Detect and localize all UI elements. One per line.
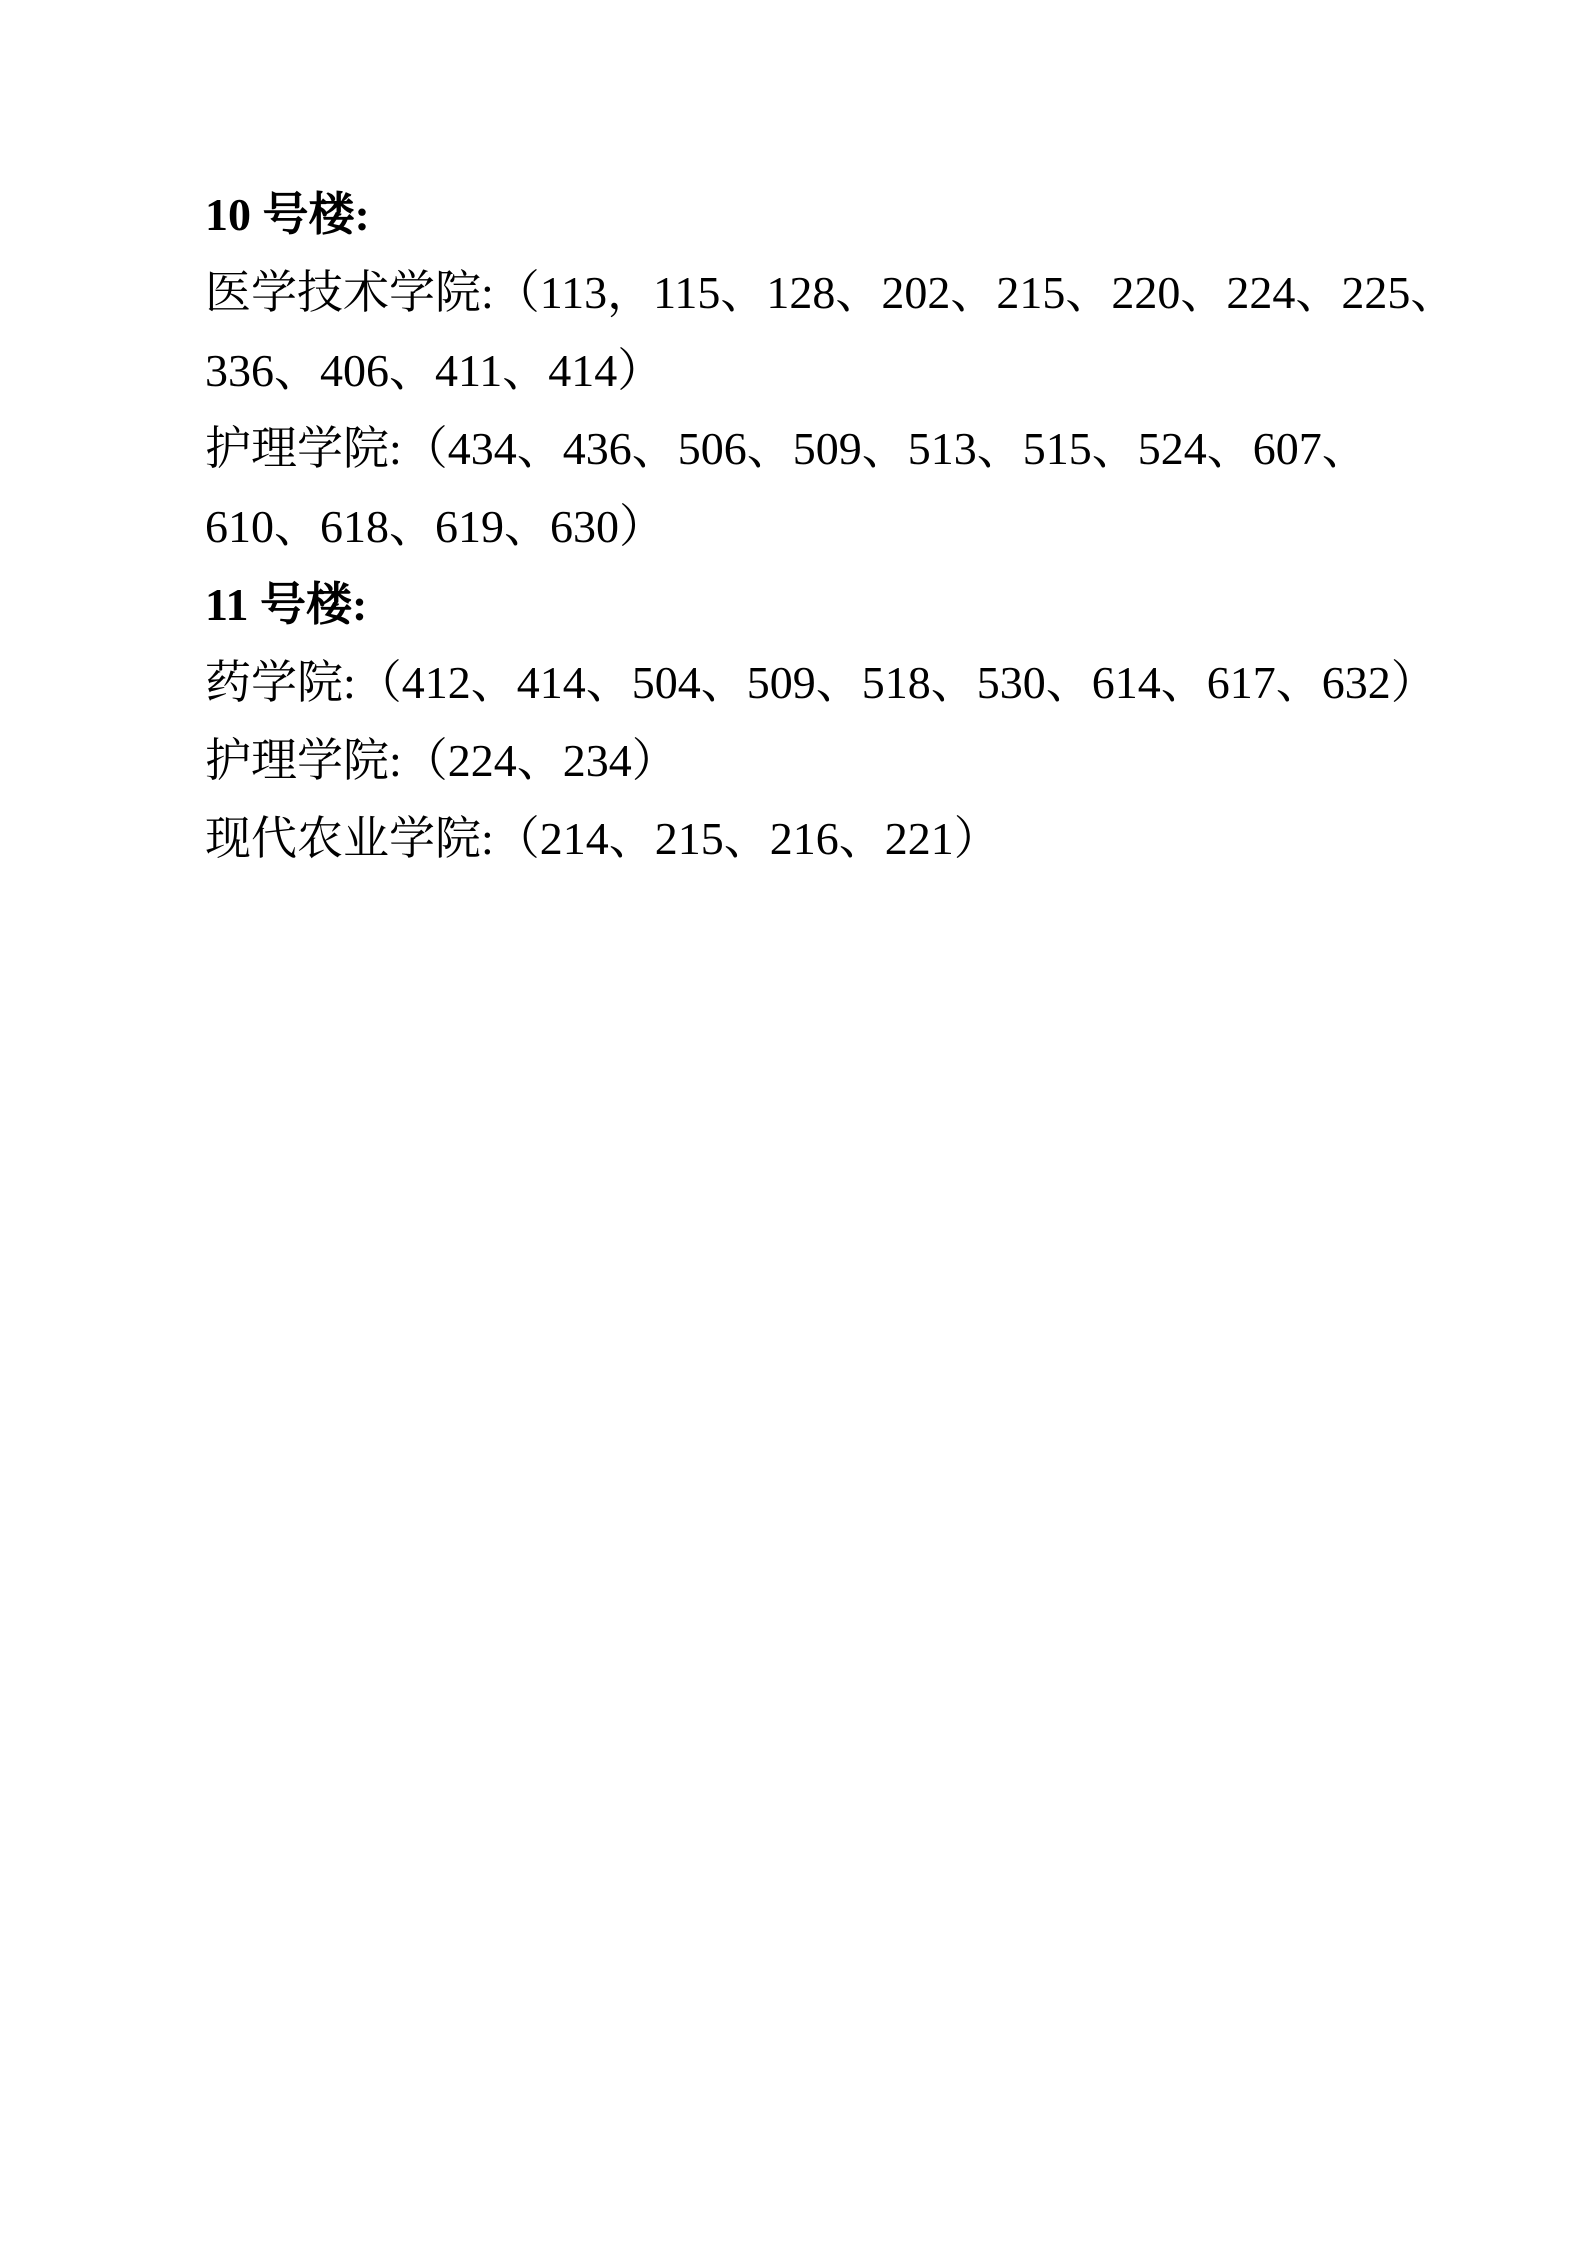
room-assignment-list (205, 176, 1467, 878)
assignment-line-nursing-b10-1: 护理学院:（434、436、506、509、513、515、524、607、 (205, 423, 1368, 474)
assignment-line-modern-agriculture: 现代农业学院:（214、215、216、221） (205, 813, 1000, 864)
building-heading-10: 10 号楼: (205, 189, 370, 240)
building-heading-11: 11 号楼: (205, 579, 368, 630)
assignment-line-medical-tech-2: 336、406、411、414） (205, 345, 664, 396)
assignment-line-nursing-b10-2: 610、618、619、630） (205, 501, 665, 552)
assignment-line-pharmacy: 药学院:（412、414、504、509、518、530、614、617、632） (205, 657, 1437, 708)
assignment-line-nursing-b11: 护理学院:（224、234） (205, 735, 678, 786)
assignment-line-medical-tech-1: 医学技术学院:（113，115、128、202、215、220、224、225、 (205, 267, 1457, 318)
